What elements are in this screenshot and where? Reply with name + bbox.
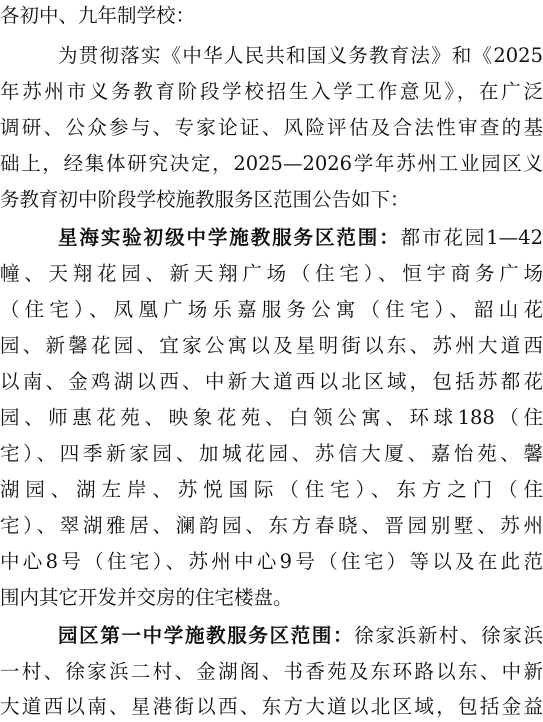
section2-line: 大道西以南、星港街以西、东方大道以北区域，包括金益 bbox=[0, 695, 543, 718]
section1-line: 园、新馨花园、宜家公寓以及星明街以东、苏州大道西 bbox=[0, 334, 543, 357]
intro-line: 调研、公众参与、专家论证、风险评估及合法性审查的基 bbox=[0, 116, 543, 139]
section1-line: 宅）、翠湖雅居、澜韵园、东方春晓、晋园别墅、苏州 bbox=[0, 514, 543, 537]
section1-line: 宅）、四季新家园、加城花园、苏信大厦、嘉怡苑、馨 bbox=[0, 442, 543, 465]
intro-line: 础上，经集体研究决定，2025—2026学年苏州工业园区义 bbox=[0, 152, 543, 175]
section1-line: （住宅）、凤凰广场乐嘉服务公寓（住宅）、韶山花 bbox=[0, 298, 543, 321]
section1-line: 围内其它开发并交房的住宅楼盘。 bbox=[0, 586, 293, 609]
section1-heading: 星海实验初级中学施教服务区范围： bbox=[58, 226, 401, 249]
section1-line: 中心8号（住宅）、苏州中心9号（住宅）等以及在此范 bbox=[0, 550, 543, 573]
section1-line: 湖园、湖左岸、苏悦国际（住宅）、东方之门（住 bbox=[0, 478, 543, 501]
intro-line: 为贯彻落实《中华人民共和国义务教育法》和《2025 bbox=[58, 44, 543, 67]
section2-heading: 园区第一中学施教服务区范围： bbox=[58, 624, 355, 647]
section1-line: 以南、金鸡湖以西、中新大道西以北区域，包括苏都花 bbox=[0, 370, 543, 393]
addressee-line: 各初中、九年制学校： bbox=[0, 4, 196, 27]
section2-line: 一村、徐家浜二村、金湖阁、书香苑及东环路以东、中新 bbox=[0, 660, 543, 683]
section2-first-line: 园区第一中学施教服务区范围：徐家浜新村、徐家浜 bbox=[58, 624, 543, 647]
intro-line: 年苏州市义务教育阶段学校招生入学工作意见》，在广泛 bbox=[0, 80, 543, 103]
intro-line: 务教育初中阶段学校施教服务区范围公告如下： bbox=[0, 188, 410, 211]
section1-line: 幢、天翔花园、新天翔广场（住宅）、恒宇商务广场 bbox=[0, 262, 543, 285]
section1-first-line: 星海实验初级中学施教服务区范围：都市花园1—42 bbox=[58, 226, 543, 249]
section1-line: 园、师惠花苑、映象花苑、白领公寓、环球188（住 bbox=[0, 406, 543, 429]
